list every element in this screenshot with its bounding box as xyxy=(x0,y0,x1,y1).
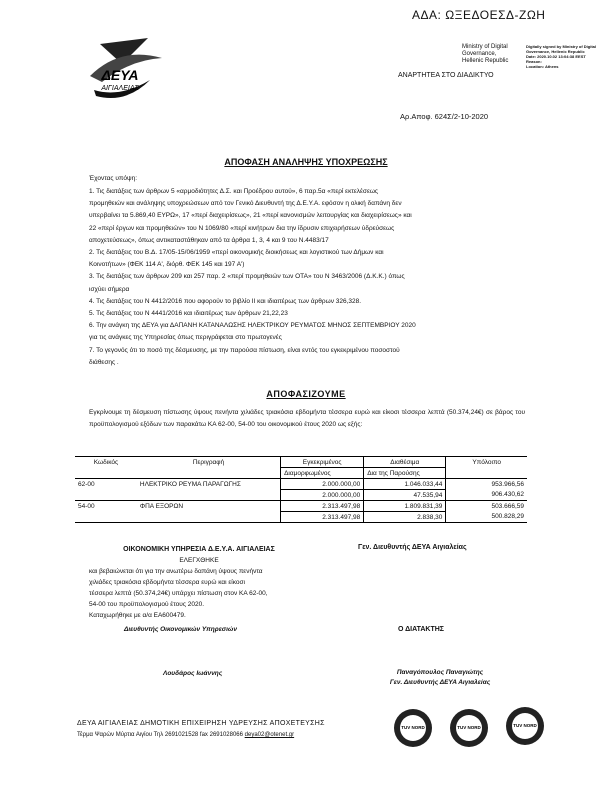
cell-remainder: 503.666,59 xyxy=(491,502,524,510)
cell-available: 47.535,94 xyxy=(364,490,446,501)
consideration-line: υπερβαίνει τα 5.869,40 ΕΥΡΩ», 17 «περί διαχειρίσεως», 21 «περί κανονισμών λειτουργίας και διαχειρίσεως» και xyxy=(89,212,412,220)
consideration-line: 4. Τις διατάξεις του Ν 4412/2016 που αφορούν το βιβλίο ΙΙ και ιδιαιτέρως των άρθρων 326,328. xyxy=(89,297,362,305)
checked-label: ΕΛΕΓΧΘΗΚΕ xyxy=(179,557,219,564)
header-available-sub: Δια της Παρούσης xyxy=(364,468,446,479)
badge-label: TUV NORD xyxy=(457,725,481,730)
approval-text: Εγκρίνουμε τη δέσμευση πίστωσης ύψους πενήντα χιλιάδες τριακόσια εβδομήντα τέσσερα ευρώ και είκοσι τέσσερα λεπτά (50.374,24€) σε βάρος του προϋπολογισμού εξόδων των παρακάτω ΚΑ 62-00, 54-00 του οικονομικού έτους 2020 ως εξής: xyxy=(89,409,525,428)
badge-label: TUV NORD xyxy=(513,723,537,728)
table-row xyxy=(75,490,527,501)
general-director-title: Γεν. Διευθυντής ΔΕΥΑ Αιγιαλείας xyxy=(389,679,491,686)
signature-detail: Date: 2020.10.02 13:04:38 EEST xyxy=(526,54,586,59)
footer-address: Τέρμα Ψαρών Μύρτια Αιγίου Τηλ 2691021528 fax 2691028066 xyxy=(77,732,243,738)
cell-remainder: 953.966,56 xyxy=(491,480,524,488)
posted-online-note: ΑΝΑΡΤΗΤΕΑ ΣΤΟ ΔΙΑΔΙΚΤΥΟ xyxy=(398,72,494,79)
cell-code xyxy=(75,512,137,523)
general-director-heading: Γεν. Διευθυντής ΔΕΥΑ Αιγιαλείας xyxy=(358,544,467,551)
decision-heading: ΑΠΟΦΑΣΙΖΟΥΜΕ xyxy=(266,389,346,399)
cell-code: 54-00 xyxy=(78,502,95,510)
consideration-line: προμηθειών και ανάληψης υποχρεώσεων από τον Γενικό Διευθυντή της Δ.Ε.Υ.Α. εφόσον η ολική δαπάνη δεν xyxy=(89,200,402,208)
financial-line: χιλιάδες τριακόσια εβδομήντα τέσσερα ευρώ και είκοσι xyxy=(89,579,245,586)
budget-table xyxy=(75,456,527,523)
general-director-signature xyxy=(360,668,520,688)
intro-text: Έχοντας υπόψη: xyxy=(89,175,138,182)
general-director-name: Παναγόπουλος Παναγιώτης xyxy=(396,669,484,676)
document-title: ΑΠΟΦΑΣΗ ΑΝΑΛΗΨΗΣ ΥΠΟΧΡΕΩΣΗΣ xyxy=(224,157,388,167)
table-row xyxy=(75,501,527,512)
header-description: Περιγραφή xyxy=(137,457,281,468)
consideration-line: 6. Την ανάγκη της ΔΕΥΑ για ΔΑΠΑΝΗ ΚΑΤΑΝΑΛΩΣΗΣ ΗΛΕΚΤΡΙΚΟΥ ΡΕΥΜΑΤΟΣ ΜΗΝΟΣ ΣΕΠΤΕΜΒΡΙΟΥ 2020 xyxy=(89,322,416,330)
financial-director-name: Λουδάρος Ιωάννης xyxy=(163,670,223,677)
consideration-line: για τις ανάγκες της Υπηρεσίας όπως περιγράφεται στο πρωτογενές xyxy=(89,334,282,342)
cell-approved: 2.313.497,98 xyxy=(281,512,364,523)
badge-label: TUV NORD xyxy=(401,725,425,730)
financial-service-block xyxy=(89,544,309,621)
financial-director-title: Διευθυντής Οικονομικών Υπηρεσιών xyxy=(124,626,237,633)
svg-text:ΑΙΓΙΑΛΕΙΑΣ: ΑΙΓΙΑΛΕΙΑΣ xyxy=(101,85,139,92)
financial-line: Καταχωρήθηκε με α/α ΕΑ600479. xyxy=(89,612,186,619)
cell-code xyxy=(75,490,137,501)
cell-description xyxy=(137,512,281,523)
consideration-line: 22 «περί έργων και προμηθειών» του Ν 1069/80 «περί κινήτρων δια την ίδρυσιν επιχειρήσεων ύδρεύσεως xyxy=(89,224,395,232)
financial-line: 54-00 του προϋπολογισμού έτους 2020. xyxy=(89,601,205,608)
cell-approved: 2.000.000,00 xyxy=(281,490,364,501)
cell-description: ΗΛΕΚΤΡΙΚΟ ΡΕΥΜΑ ΠΑΡΑΓΩΓΗΣ xyxy=(139,480,241,488)
consideration-line: Κοινοτήτων» (ΦΕΚ 114 Α', διόρθ. ΦΕΚ 145 και 197 Α') xyxy=(89,261,245,269)
signature-detail: Governance, Hellenic Republic xyxy=(526,49,585,54)
consideration-line: αποχετεύσεως», όπως αντικαταστάθηκαν από τα άρθρα 1, 3, 4 και 9 του Ν.4483/17 xyxy=(89,236,329,244)
table-row xyxy=(75,479,527,490)
certification-badge xyxy=(393,708,433,748)
certification-badge xyxy=(449,708,489,748)
header-available: Διαθέσιμα xyxy=(364,457,446,468)
footer-organization: ΔΕΥΑ ΑΙΓΙΑΛΕΙΑΣ ΔΗΜΟΤΙΚΗ ΕΠΙΧΕΙΡΗΣΗ ΥΔΡΕΥΣΗΣ ΑΠΟΧΕΤΕΥΣΗΣ xyxy=(77,720,325,727)
signature-line: Hellenic Republic xyxy=(462,58,509,64)
deya-logo xyxy=(70,36,170,106)
consideration-line: 1. Τις διατάξεις των άρθρων 5 «αρμοδιότητες Δ.Σ. και Προέδρου αυτού», 6 παρ.5α «περί εκτελέσεως xyxy=(89,188,379,195)
table-row xyxy=(75,512,527,523)
cell-remainder: 500.828,29 xyxy=(491,513,524,521)
certification-badge xyxy=(505,706,545,746)
signature-detail: Location: Athens xyxy=(526,64,559,69)
svg-text:ΔΕΥΑ: ΔΕΥΑ xyxy=(101,67,139,83)
header-remainder: Υπόλοιπο xyxy=(446,457,527,468)
cell-approved: 2.313.497,98 xyxy=(281,501,364,512)
signature-line: Governance, xyxy=(462,51,497,57)
ada-code: ΑΔΑ: ΩΞΕΔΟΕΣΔ-ΖΩΗ xyxy=(412,8,546,22)
financial-line: και βεβαιώνεται ότι για την ανωτέρω δαπάνη ύψους πενήντα xyxy=(89,568,263,575)
cell-remainder: 906.430,62 xyxy=(491,491,524,499)
decision-reference: Αρ.Αποφ. 624Σ/2-10-2020 xyxy=(400,112,489,121)
consideration-line: ισχύει σήμερα xyxy=(89,285,130,293)
cell-code: 62-00 xyxy=(78,480,95,488)
signature-line: Ministry of Digital xyxy=(462,44,508,50)
consideration-line: 7. Το γεγονός ότι το ποσό της δέσμευσης, με την παρούσα πίστωση, είναι εντός του εγκεκριμένου ποσοστού xyxy=(89,346,400,354)
footer-contact xyxy=(77,732,294,738)
considerations-list xyxy=(89,186,525,369)
consideration-line: 2. Τις διατάξεις του Β.Δ. 17/05-15/06/1959 «περί οικονομικής διοικήσεως και λογιστικού των Δήμων και xyxy=(89,249,384,257)
cell-approved: 2.000.000,00 xyxy=(281,479,364,490)
header-code: Κωδικός xyxy=(75,457,137,468)
header-approved-sub: Διαμορφωμένος xyxy=(281,468,364,479)
signature-detail: Reason: xyxy=(526,59,542,64)
cell-description: ΦΠΑ ΕΞΟΡΩΝ xyxy=(139,502,184,510)
consideration-line: 5. Τις διατάξεις του Ν 4441/2016 και ιδιαιτέρως των άρθρων 21,22,23 xyxy=(89,310,288,318)
cell-available: 1.809.831,39 xyxy=(364,501,446,512)
header-approved: Εγκεκριμένος xyxy=(281,457,364,468)
consideration-line: διάθεσης . xyxy=(89,358,119,366)
consideration-line: 3. Τις διατάξεις των άρθρων 209 και 257 παρ. 2 «περί προμηθειών των ΟΤΑ» του Ν 3463/2006 (Δ.Κ.Κ.) όπως xyxy=(89,273,405,281)
cell-available: 1.046.033,44 xyxy=(364,479,446,490)
signature-detail: Digitally signed by Ministry of Digital xyxy=(526,44,597,49)
financial-service-heading: ΟΙΚΟΝΟΜΙΚΗ ΥΠΗΡΕΣΙΑ Δ.Ε.Υ.Α. ΑΙΓΙΑΛΕΙΑΣ xyxy=(123,546,275,553)
cell-available: 2.838,30 xyxy=(364,512,446,523)
footer-email: deya02@otenet.gr xyxy=(244,732,295,738)
cell-description xyxy=(137,490,281,501)
authorizer-title: Ο ΔΙΑΤΑΚΤΗΣ xyxy=(398,626,444,633)
financial-line: τέσσερα λεπτά (50.374,24€) υπάρχει πίστωση στον ΚΑ 62-00, xyxy=(89,590,268,597)
